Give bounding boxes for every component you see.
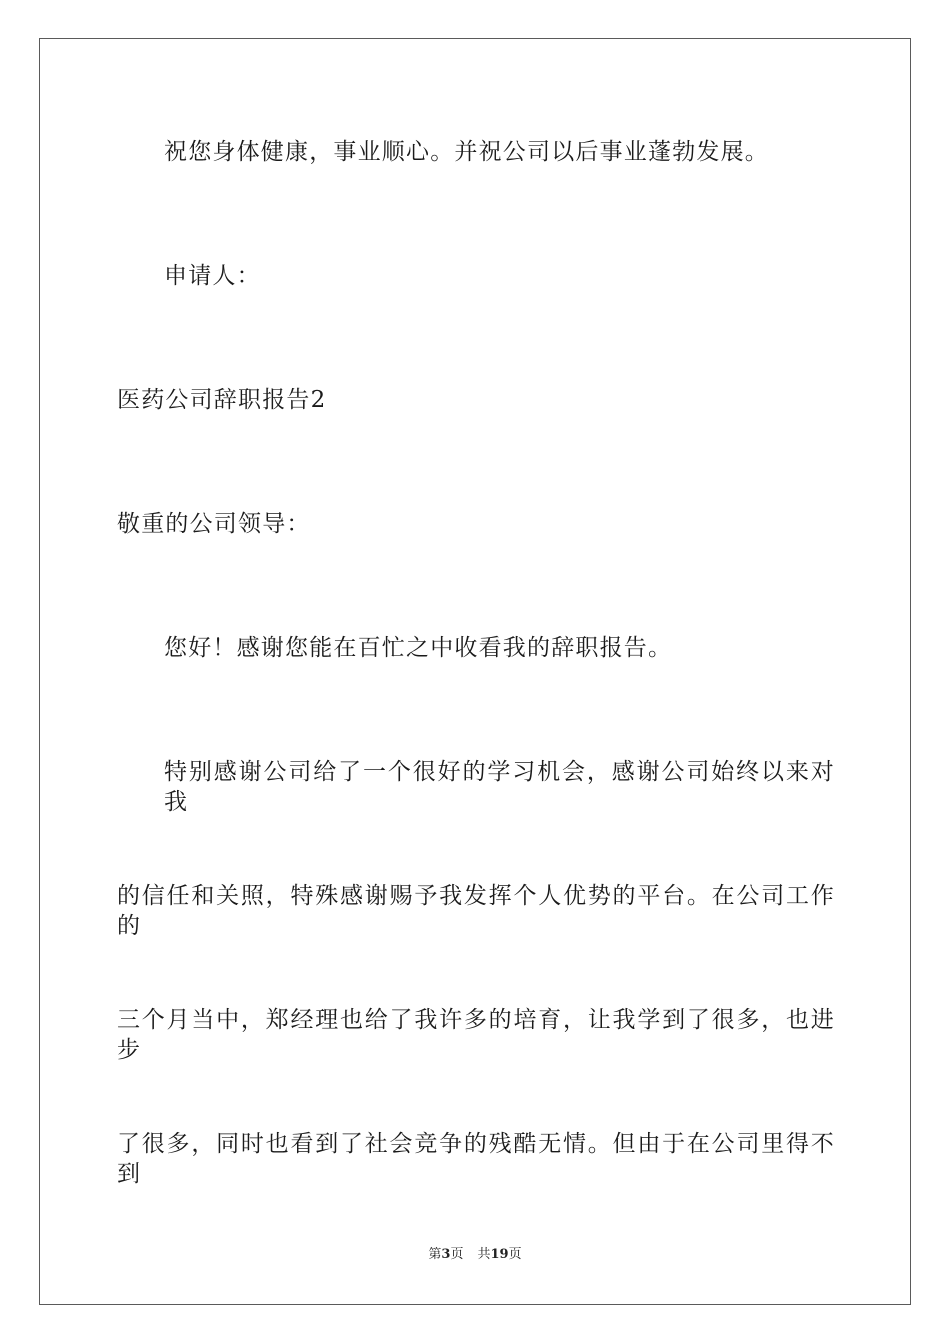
total-prefix: 共: [477, 1247, 491, 1262]
page-footer: [0, 1246, 950, 1264]
body-line: 了很多，同时也看到了社会竞争的残酷无情。但由于在公司里得不到: [117, 1131, 835, 1187]
page-suffix: 页: [450, 1247, 464, 1262]
page-prefix: 第: [428, 1247, 442, 1262]
applicant-label: 申请人：: [164, 263, 261, 289]
current-page-number: 3: [441, 1247, 451, 1262]
body-line: 三个月当中，郑经理也给了我许多的培育，让我学到了很多，也进步: [117, 1007, 835, 1063]
salutation: 敬重的公司领导：: [117, 511, 311, 537]
section-title: 医药公司辞职报告2: [117, 387, 327, 413]
total-suffix: 页: [508, 1247, 522, 1262]
body-line: 的信任和关照，特殊感谢赐予我发挥个人优势的平台。在公司工作的: [117, 883, 835, 939]
body-line: 特别感谢公司给了一个很好的学习机会，感谢公司始终以来对我: [164, 759, 835, 815]
page-border: [39, 38, 911, 1305]
closing-wishes: 祝您身体健康，事业顺心。并祝公司以后事业蓬勃发展。: [164, 139, 769, 165]
greeting-paragraph: 您好！感谢您能在百忙之中收看我的辞职报告。: [164, 635, 673, 661]
total-page-count: 19: [490, 1247, 509, 1262]
